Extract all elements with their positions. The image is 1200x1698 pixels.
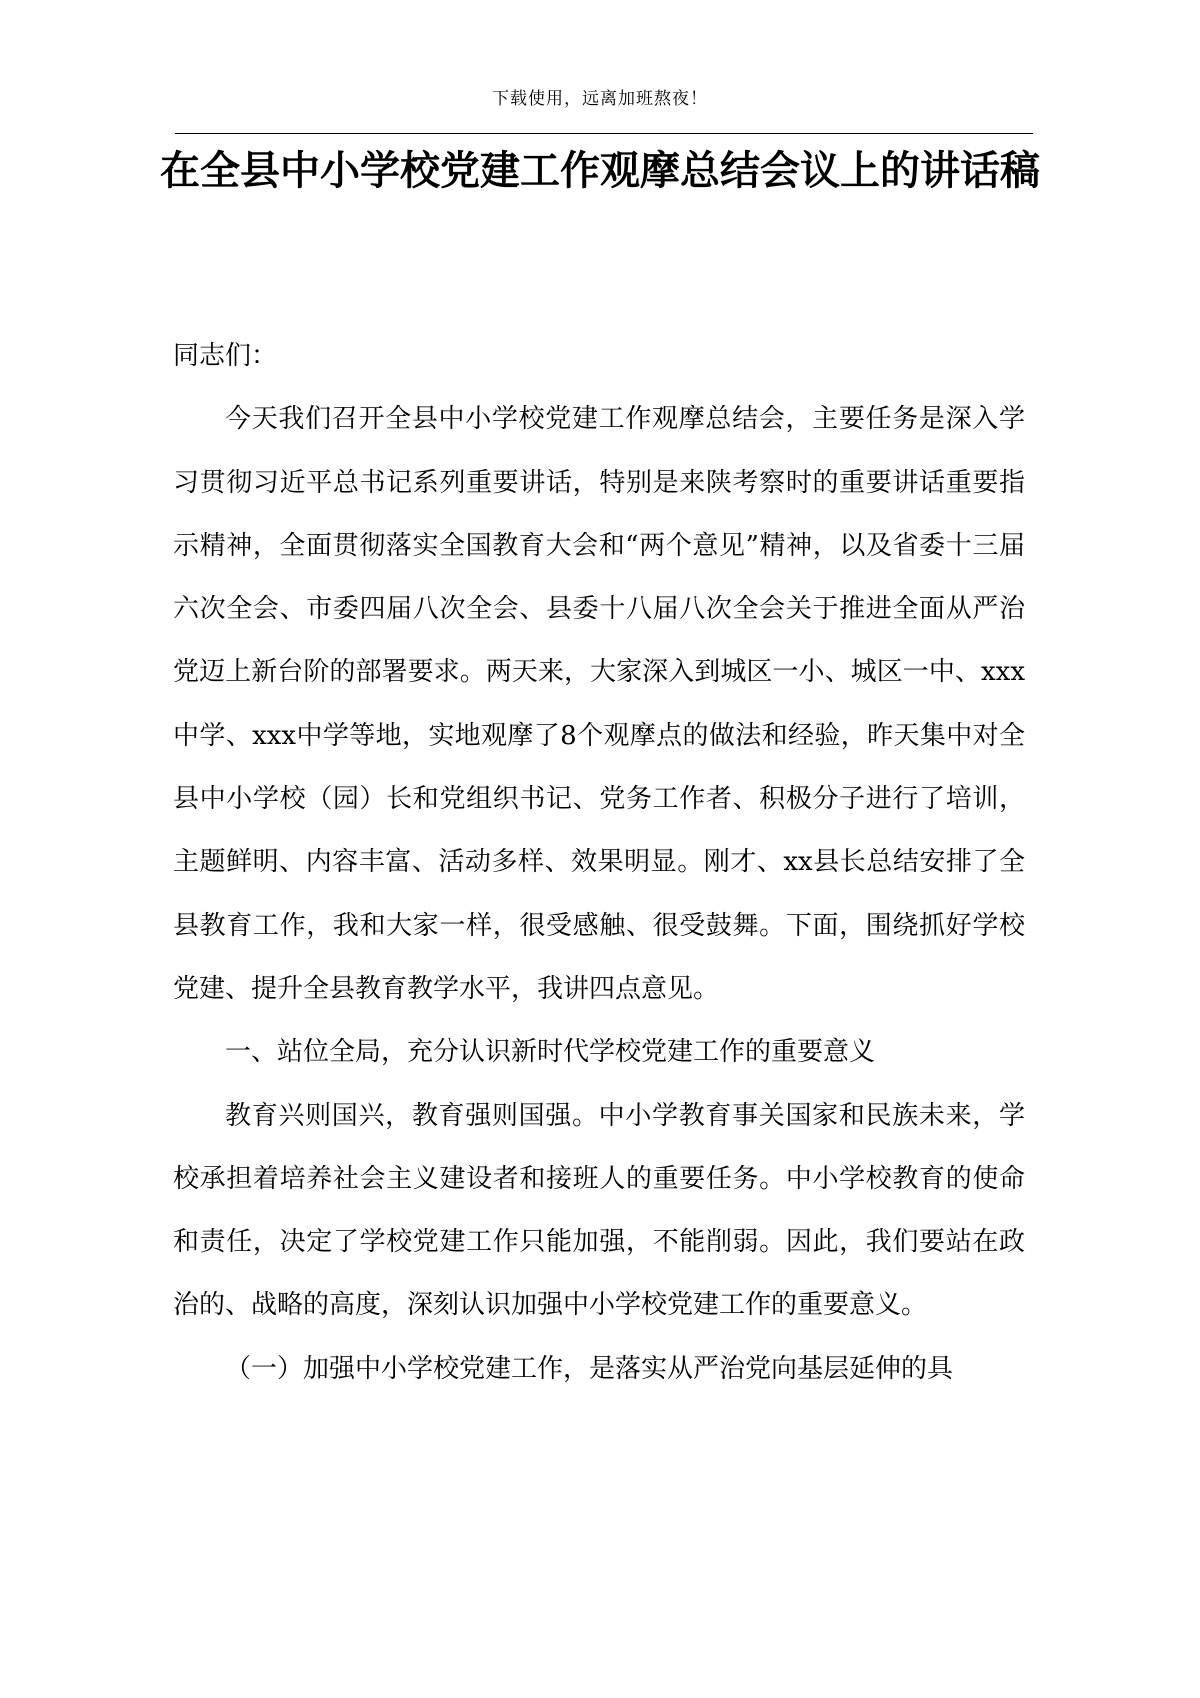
header-divider [175,133,1033,134]
document-title: 在全县中小学校党建工作观摩总结会议上的讲话稿 [160,148,1040,194]
header-text: 下载使用，远离加班熬夜！ [492,89,708,109]
subsection-heading-1: （一）加强中小学校党建工作，是落实从严治党向基层延伸的具 [225,1353,954,1384]
salutation: 同志们： [173,341,278,371]
document-body [173,325,1025,1401]
section-heading-1: 一、站位全局，充分认识新时代学校党建工作的重要意义 [225,1037,876,1068]
paragraph-section-1: 教育兴则国兴，教育强则国强。中小学教育事关国家和民族未来，学校承担着培养社会主义建设者和接班人的重要任务。中小学校教育的使命和责任，决定了学校党建工作只能加强，不能削弱。因此，我们要站在政治的、战略的高度，深刻认识加强中小学校党建工作的重要意义。 [173,1100,1025,1321]
paragraph-intro: 今天我们召开全县中小学校党建工作观摩总结会，主要任务是深入学习贯彻习近平总书记系列重要讲话，特别是来陕考察时的重要讲话重要指示精神，全面贯彻落实全国教育大会和“两个意见”精神，以及省委十三届六次全会、市委四届八次全会、县委十八届八次全会关于推进全面从严治党迈上新台阶的部署要求。两天来，大家深入到城区一小、城区一中、xxx中学、xxx中学等地，实地观摩了8个观摩点的做法和经验，昨天集中对全县中小学校（园）长和党组织书记、党务工作者、积极分子进行了培训，主题鲜明、内容丰富、活动多样、效果明显。刚才、xx县长总结安排了全县教育工作，我和大家一样，很受感触、很受鼓舞。下面，围绕抓好学校党建、提升全县教育教学水平，我讲四点意见。 [173,404,1025,1004]
